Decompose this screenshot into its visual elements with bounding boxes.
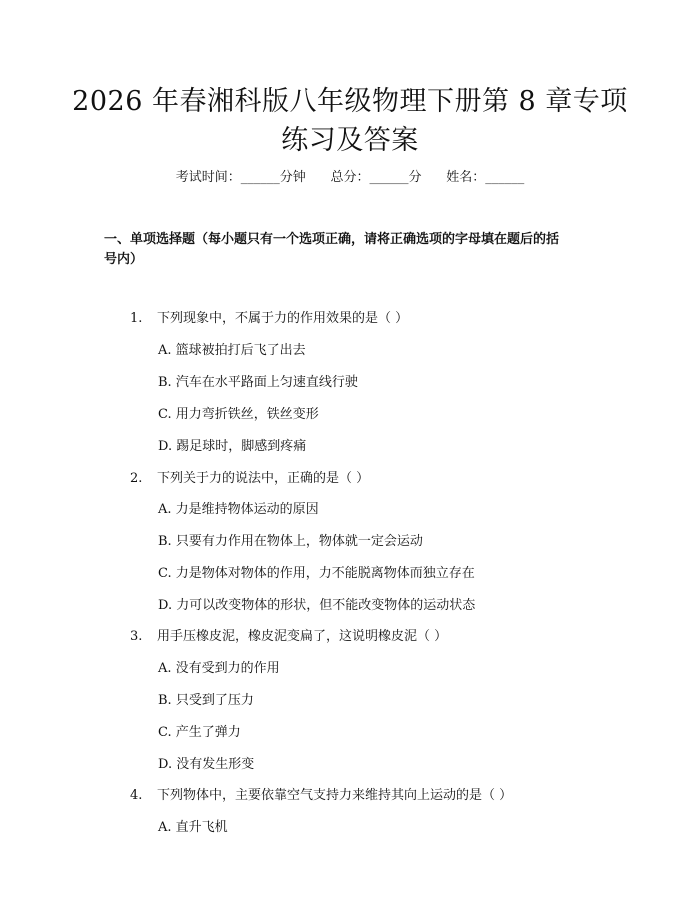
question-1-option-d: D. 踢足球时，脚感到疼痛 — [158, 439, 307, 454]
question-number: 1. — [130, 311, 143, 326]
document-title-line-2: 练习及答案 — [281, 125, 419, 156]
question-3-option-a: A. 没有受到力的作用 — [158, 661, 280, 676]
question-text: 用手压橡皮泥，橡皮泥变扁了，这说明橡皮泥（ ） — [157, 629, 448, 644]
question-2-option-d: D. 力可以改变物体的形状，但不能改变物体的运动状态 — [158, 598, 476, 613]
question-2-option-c: C. 力是物体对物体的作用，力不能脱离物体而独立存在 — [158, 566, 475, 581]
question-1-option-a: A. 篮球被拍打后飞了出去 — [158, 343, 306, 358]
question-1-option-c: C. 用力弯折铁丝，铁丝变形 — [158, 407, 319, 422]
section-heading-line-2: 号内） — [104, 252, 144, 267]
question-3-option-c: C. 产生了弹力 — [158, 725, 241, 740]
question-2-option-b: B. 只要有力作用在物体上，物体就一定会运动 — [158, 534, 423, 549]
question-2-option-a: A. 力是维持物体运动的原因 — [158, 502, 319, 517]
question-text: 下列关于力的说法中，正确的是（ ） — [157, 471, 370, 486]
question-number: 2. — [130, 471, 143, 486]
question-text: 下列物体中，主要依靠空气支持力来维持其向上运动的是（ ） — [157, 788, 513, 803]
section-heading-line-1: 一、单项选择题（每小题只有一个选项正确，请将正确选项的字母填在题后的括 — [104, 232, 560, 247]
document-title-line-1: 2026 年春湘科版八年级物理下册第 8 章专项 — [72, 86, 628, 117]
question-1-option-b: B. 汽车在水平路面上匀速直线行驶 — [158, 375, 358, 390]
question-4-option-a: A. 直升飞机 — [158, 820, 228, 835]
question-number: 3. — [130, 629, 143, 644]
question-3-option-d: D. 没有发生形变 — [158, 757, 255, 772]
question-3-option-b: B. 只受到了压力 — [158, 693, 254, 708]
question-text: 下列现象中，不属于力的作用效果的是（ ） — [157, 311, 409, 326]
question-number: 4. — [130, 788, 143, 803]
exam-info-line: 考试时间：______分钟 总分：______分 姓名：______ — [175, 170, 525, 185]
